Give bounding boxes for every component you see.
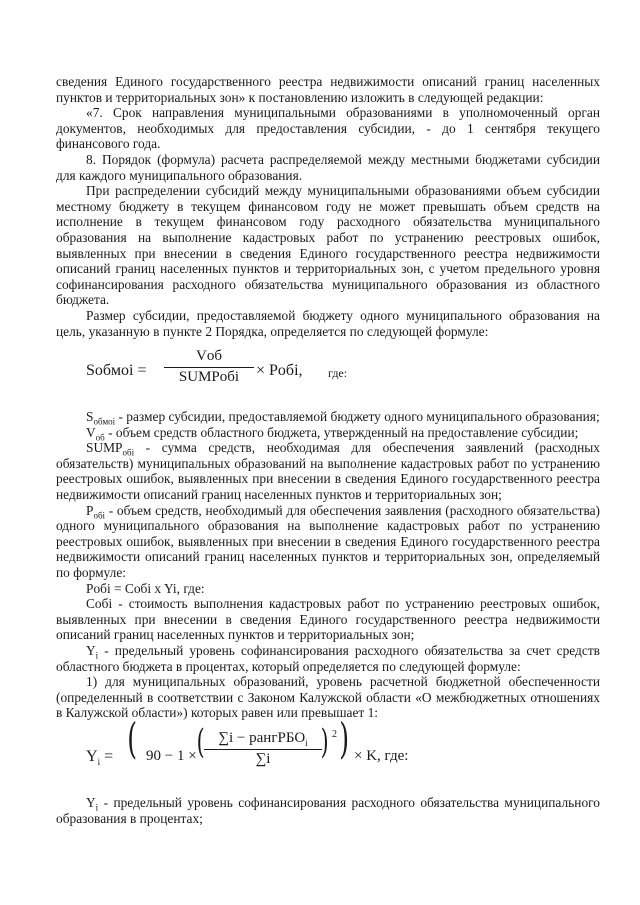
symbol-y-sub: i [95,650,99,661]
document-page [56,74,600,826]
symbol-y: Y [86,643,96,658]
symbol-y-last: Y [86,794,96,810]
formula-numerator: Vоб [196,348,222,365]
definition-v [56,425,600,441]
definition-c: Cобi - стоимость выполнения кадастровых работ по устранению реестровых ошибок, выявленных при внесении в сведения Единого государственного реестра недвижимости описаний границ населенных пунктов и территориальных зон; [56,596,600,643]
formula2-fraction [204,731,322,767]
symbol-v: V [86,424,96,440]
formula-left: Sобмоi = [86,362,147,380]
p-formula-line: Pобi = Cобi x Yi, где: [86,580,205,596]
paragraph-2: «7. Срок направления муниципальными образованиями в уполномоченный орган документов, необходимых для предоставления субсидии, - до 1 сентября текущего финансового года. [56,105,600,152]
subsidy-formula [56,347,600,399]
definition-y-last-text: - предельный уровень софинансирования расходного обязательства муниципального образования в процентах; [56,794,600,826]
definition-s [56,409,600,425]
symbol-sum: SUMP [86,440,123,456]
cofinancing-formula [56,713,600,789]
formula2-numerator-sub: i [305,737,308,748]
formula2-eq: = [104,747,114,765]
definition-p [56,503,600,581]
symbol-v-sub: об [95,432,105,443]
close-paren-icon: ) [339,713,350,763]
formula-right: × Pобi, [256,362,303,380]
definition-y-text: - предельный уровень софинансирования расходного обязательства за счет средств областного бюджета в процентах, который определяется по следующей формуле: [56,643,600,674]
symbol-y-last-sub: i [95,802,99,813]
formula2-left [86,747,114,768]
formula2-right: × K, где: [354,747,409,764]
formula-where: где: [328,366,348,381]
formula2-power: 2 [332,728,337,740]
paragraph-5: Размер субсидии, предоставляемой бюджету одного муниципального образования на цель, указанную в пункте 2 Порядка, определяется по следующей формуле: [56,307,600,339]
formula2-denominator: ∑i [204,749,322,768]
open-paren-icon: ( [127,713,138,763]
paragraph-3: 8. Порядок (формула) расчета распределяемой между местными бюджетами субсидии для каждого муниципального образования. [56,151,600,183]
formula2-y-sub: i [97,757,101,768]
symbol-s-sub: обмоi [93,416,116,427]
list-item-1: 1) для муниципальных образований, уровень расчетной бюджетной обеспеченности (определенный в соответствии с Законом Калужской области «О межбюджетных отношениях в Калужской области») которых равен или превышает 1: [56,674,600,721]
paragraph-4: При распределении субсидий между муниципальными образованиями объем субсидии местному бюджету в текущем финансовом году не может превышать объем средств на исполнение в текущем финансовом году расходного обязательства муниципального образования на выполнение кадастровых работ по устранению реестровых ошибок, выявленных при внесении в сведения Единого государственного реестра недвижимости описаний границ населенных пунктов и территориальных зон, с учетом предельного уровня софинансирования расходного обязательства муниципального образования из областного бюджета. [56,183,600,308]
inner-close-paren-icon: ) [320,721,329,762]
paragraph-1: сведения Единого государственного реестра недвижимости описаний границ населенных пунктов и территориальных зон» к постановлению изложить в следующей редакции: [56,74,600,105]
formula2-y: Y [86,747,98,765]
formula2-numerator-text: ∑i − рангРБО [218,729,306,746]
definition-p-text: - объем средств, необходимый для обеспечения заявления (расходного обязательства) одного муниципального образования на выполнение кадастровых работ по устранению реестровых ошибок, выявленных при внесении в сведения Единого государственного реестра недвижимости описаний границ населенных пунктов и территориальных зон, определяемый по формуле: [56,502,600,581]
symbol-p: P [86,502,94,518]
definition-y [56,643,600,674]
formula2-numerator [204,731,322,749]
inner-open-paren-icon: ( [196,721,205,762]
definition-sum-text: - сумма средств, необходимая для обеспечения заявлений (расходных обязательств) муниципальных образований на выполнение кадастровых работ по устранению реестровых ошибок, выявленных при внесении в сведения Единого государственного реестра недвижимости описаний границ населенных пунктов и территориальных зон; [56,440,600,503]
formula2-expr: 90 − 1 × [146,747,197,764]
symbol-s: S [86,409,94,425]
definition-sum [56,440,600,502]
formula-fraction [164,349,254,385]
symbol-sum-sub: обi [122,447,135,458]
definition-s-text: - размер субсидии, предоставляемой бюджету одного муниципального образования; [115,409,600,425]
definition-y-last [56,795,600,826]
definition-v-text: - объем средств областного бюджета, утвержденный на предоставление субсидии; [104,424,579,440]
formula-denominator: SUMPобi [164,367,254,386]
symbol-p-sub: обi [93,510,106,521]
